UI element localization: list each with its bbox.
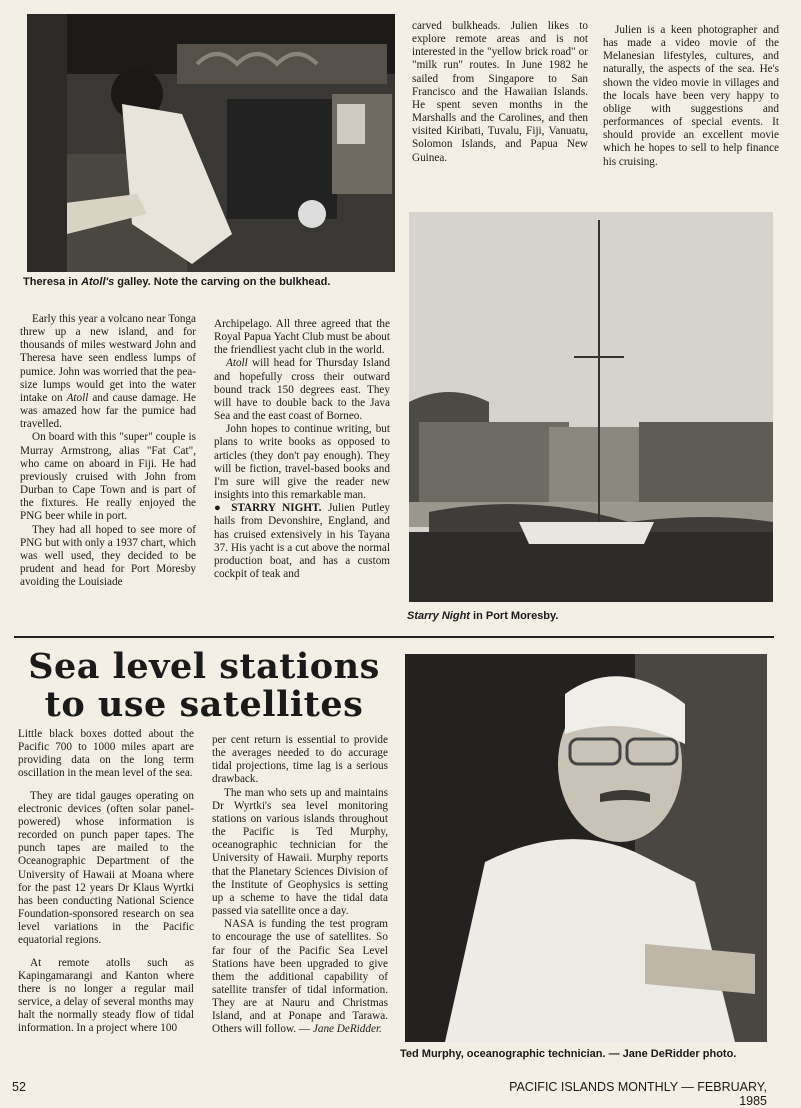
article-column-2: Archipelago. All three agreed that the Royal Papua Yacht Club must be about the friendliest yacht club in the world. Atoll will head for Thursday Island and hopefully cross their outward bound track 150 degrees east. They will have to double back to the Java Sea and the east coast of Borneo. John hopes to continue writing, but plans to write books as opposed to articles (they don't pay enough). They will be fiction, travel-based books and I'm sure will give the reader new insights into this remarkable man. ● STARRY NIGHT. Julien Putley hails from Devonshire, England, and has cruised extensively in his Tayana 37. His yacht is a cut above the normal production boat, and has a custom cockpit of teak and [214, 318, 390, 580]
article-column-4: per cent return is essential to provide the averages needed to do accurage tidal projections, time lag is a serious drawback. The man who sets up and maintains Dr Wyrtki's sea level monitoring stations on various islands throughout the Pacific is Ted Murphy, oceanographic technician for the University of Hawaii. Murphy reports that the Planetary Sciences Division of the Institute of Geophysics is setting up a scheme to have the tidal data passed via satellite once a day. NASA is funding the test program to encourage the use of satellites. So far four of the Pacific Sea Level Stations have been upgraded to give them the additional capability of satellite transfer of tidal information. They are at Nauru and Christmas Island, and at Ponape and Tarawa. Others will follow. — Jane DeRidder. [212, 734, 388, 1036]
headline: Sea level stations to use satellites [28, 646, 380, 725]
portrait-photo [405, 654, 767, 1042]
article-column-top-3: carved bulkheads. Julien likes to explore remote areas and is not interested in the "yellow brick road" or "milk run" routes. In June 1982 he sailed from Singapore to San Francisco and the Hawaiian Islands. He spent seven months in the Marshalls and the Carolines, and then visited Kiribati, Tuvalu, Fiji, Vanuatu, Solomon Islands, and Papua New Guinea. [412, 20, 588, 164]
portrait-photo-caption: Ted Murphy, oceanographic technician. — Jane DeRidder photo. [400, 1048, 737, 1060]
yacht-harbour-photo-icon [409, 212, 773, 602]
galley-photo-caption: Theresa in Atoll's galley. Note the carving on the bulkhead. [23, 276, 331, 288]
article-column-top-4: Julien is a keen photographer and has made a video movie of the Melanesian lifestyles, cultures, and naturally, the aspects of the sea. He's shown the video movie in villages and the locals have been very happy to oblige with suggestions and performances of special events. It should provide an excellent movie which he hopes to sell to help finance his cruising. [603, 24, 779, 168]
section-divider [14, 636, 774, 638]
article-column-3: Little black boxes dotted about the Pacific 700 to 1000 miles apart are providing data on the long term oscillation in the mean level of the sea. They are tidal gauges operating on electronic devices (often solar panel-powered) whose information is recorded on punch paper tapes. The punch tapes are mailed to the Oceanographic Department of the University of Hawaii at Moana where for the past 12 years Dr Klaus Wyrtki has been conducting National Science Foundation-sponsored research on sea level variations in the Pacific equatorial regions. At remote atolls such as Kapingamarangi and Kanton where there is no longer a regular mail service, a delay of several months may halt the normally steady flow of tidal information. In a project where 100 [18, 728, 194, 1035]
galley-photo-icon [27, 14, 395, 272]
yacht-photo-caption: Starry Night in Port Moresby. [407, 610, 559, 622]
portrait-photo-icon [405, 654, 767, 1042]
yacht-harbour-photo [409, 212, 773, 602]
galley-photo [27, 14, 395, 272]
page-number: 52 [12, 1080, 26, 1094]
publication-footer: PACIFIC ISLANDS MONTHLY — FEBRUARY, 1985 [509, 1080, 767, 1108]
bullet-icon: ● [214, 502, 225, 515]
article-column-1: Early this year a volcano near Tonga threw up a new island, and for thousands of miles westward John and Theresa have seen endless lumps of pumice. John was worried that the pea-size lumps would get into the water intake on Atoll and cause damage. He was amazed how far the pumice had travelled. On board with this "super" couple is Murray Armstrong, alias "Fat Cat", who came on aboard in Fiji. He had previously cruised with John from Durban to Cape Town and is part of the fixtures. He really enjoyed the PNG beer while in port. They had all hoped to see more of PNG but with only a 1937 chart, which was well used, they decided to be prudent and head for Port Moresby avoiding the Louisiade [20, 313, 197, 589]
